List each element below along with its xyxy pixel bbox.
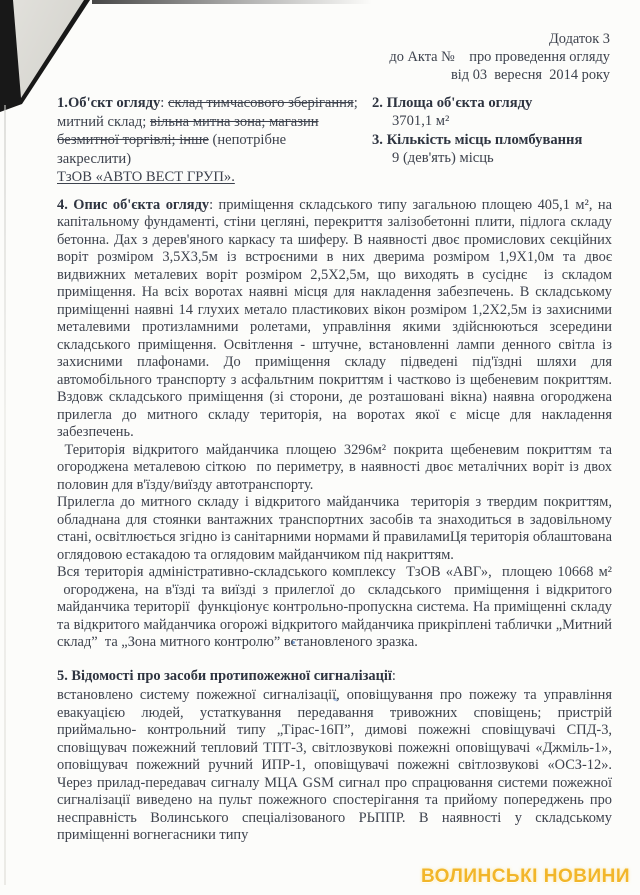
paragraph: Вся територія адміністративно-складського комплексу ТзОВ «АВГ», площею 10668 м² огороджена, на в'їзді та виїзді з прилеглої до складського приміщення і відкритого майданчика території функціонує контрольно-пропускна система. На приміщенні складу та відкритого майданчика огорожі відкритого майданчика прикріплені таблички „Митний склад” та „Зона митного контролю” встановленого зразка. — [57, 564, 612, 651]
sections-area-and-seals — [360, 94, 612, 187]
sections-1-3-row — [57, 94, 612, 187]
paragraph: 4. Опис об'єкта огляду: приміщення складського типу загальною площею 405,1 м², на капітальному фундаменті, стіни цегляні, перекриття залізобетонні плити, підлога складу бетонна. Дах з дерев'яного каркасу та шиферу. В наявності двоє промислових секційних воріт розміром 3,5Х3,5м із встроєними в них дверима розміром 1,9Х1,0м та двоє видвижних металевих воріт розміром 2,5Х2,5м, що виходять в сусіднє із складом приміщення. На всіх воротах наявні місця для накладення забезпечень. В складському приміщенні наявні 14 глухих метало пластикових вікон розміром 1,2Х2,5м із захисними металевими протизламними ролетами, управління якими здійснюються зсередини складського приміщення. Освітлення - штучне, встановленні лампи денного світла із захисними плафонами. До приміщення складу підведені під'їздні шляхи для автомобільного транспорту з асфальтним покриттям і частково із щебеневим покриттям. Вздовж складського приміщення (зі сторони, де розташовані вікна) наявна огороджена прилегла до митного складу територія, на воротах якої є місце для накладення забезпечень. — [57, 196, 613, 441]
scan-top-edge-smudge — [92, 0, 372, 4]
document-header — [57, 30, 610, 84]
section-fire-alarm-title: 5. Відомості про засоби протипожежної сигналізації: — [57, 667, 396, 684]
watermark-volynski-novyny: ВОЛИНСЬКІ НОВИНИ — [420, 866, 630, 887]
header-line-date: від 03 вересня 2014 року — [451, 67, 610, 83]
section-seal-count-label: 3. Кількість місць пломбування — [372, 131, 583, 148]
header-line-annex: Додаток 3 — [548, 31, 610, 47]
section-fire-alarm — [57, 668, 612, 845]
section-description — [57, 197, 612, 652]
section-area-label: 2. Площа об'єкта огляду — [372, 95, 533, 111]
section-fire-alarm-body: встановлено систему пожежної сигналізації, оповіщування про пожежу та управління евакуацією людей, устаткування передавання тривожних сповіщень; пристрій приймально- контрольний типу „Тірас-16П”, димові пожежні сповіщувачі СПД-3, сповіщувач пожежний тепловий ТПТ-3, світлозвукові пожежні оповіщувачі «Джміль-1», оповіщувач пожежний ручний ИПР-1, оповіщувачі пожежні світлозвукові «ОСЗ-12». Через прилад-передавач сигналу МЦА GSM сигнал про спрацювання системи пожежної сигналізації виведено на пульт пожежного спостерігання та прийому попереджень про несправність Волинського спеціалізованого РЬППР. В наявності у складському приміщенні вогнегасники типу — [57, 687, 612, 844]
header-line-act: до Акта № про проведення огляду — [389, 49, 610, 65]
paragraph: Прилегла до митного складу і відкритого майданчика територія з твердим покриттям, обладнана для стоянки вантажних транспортних засобів та знаходиться в задовільному стані, освітлюється згідно із санітарними нормами й правиламиЦя територія облаштована оглядовою естакадою та оглядовим майданчиком під накриттям. — [57, 494, 612, 563]
company-name: ТзОВ «АВТО ВЕСТ ГРУП». — [57, 169, 235, 186]
object-of-inspection-text: 1.Об'скт огляду: склад тимчасового зберігання; митний склад; вільна митна зона; магазин безмитної торгівлі; інше (непотрібне закреслити) — [57, 95, 358, 167]
paragraph: Територія відкритого майданчика площею 3296м² покрита щебеневим покриттям та огороджена металевою сіткою по периметру, в наявності двоє металічних воріт із двох половин для в'їзду/виїзду автотранспорту. — [57, 441, 612, 493]
section-seal-count-value: 9 (дев'ять) місць — [392, 150, 494, 167]
document-content — [0, 30, 640, 845]
section-object-of-inspection — [57, 94, 360, 187]
section-area-value: 3701,1 м² — [392, 113, 450, 130]
